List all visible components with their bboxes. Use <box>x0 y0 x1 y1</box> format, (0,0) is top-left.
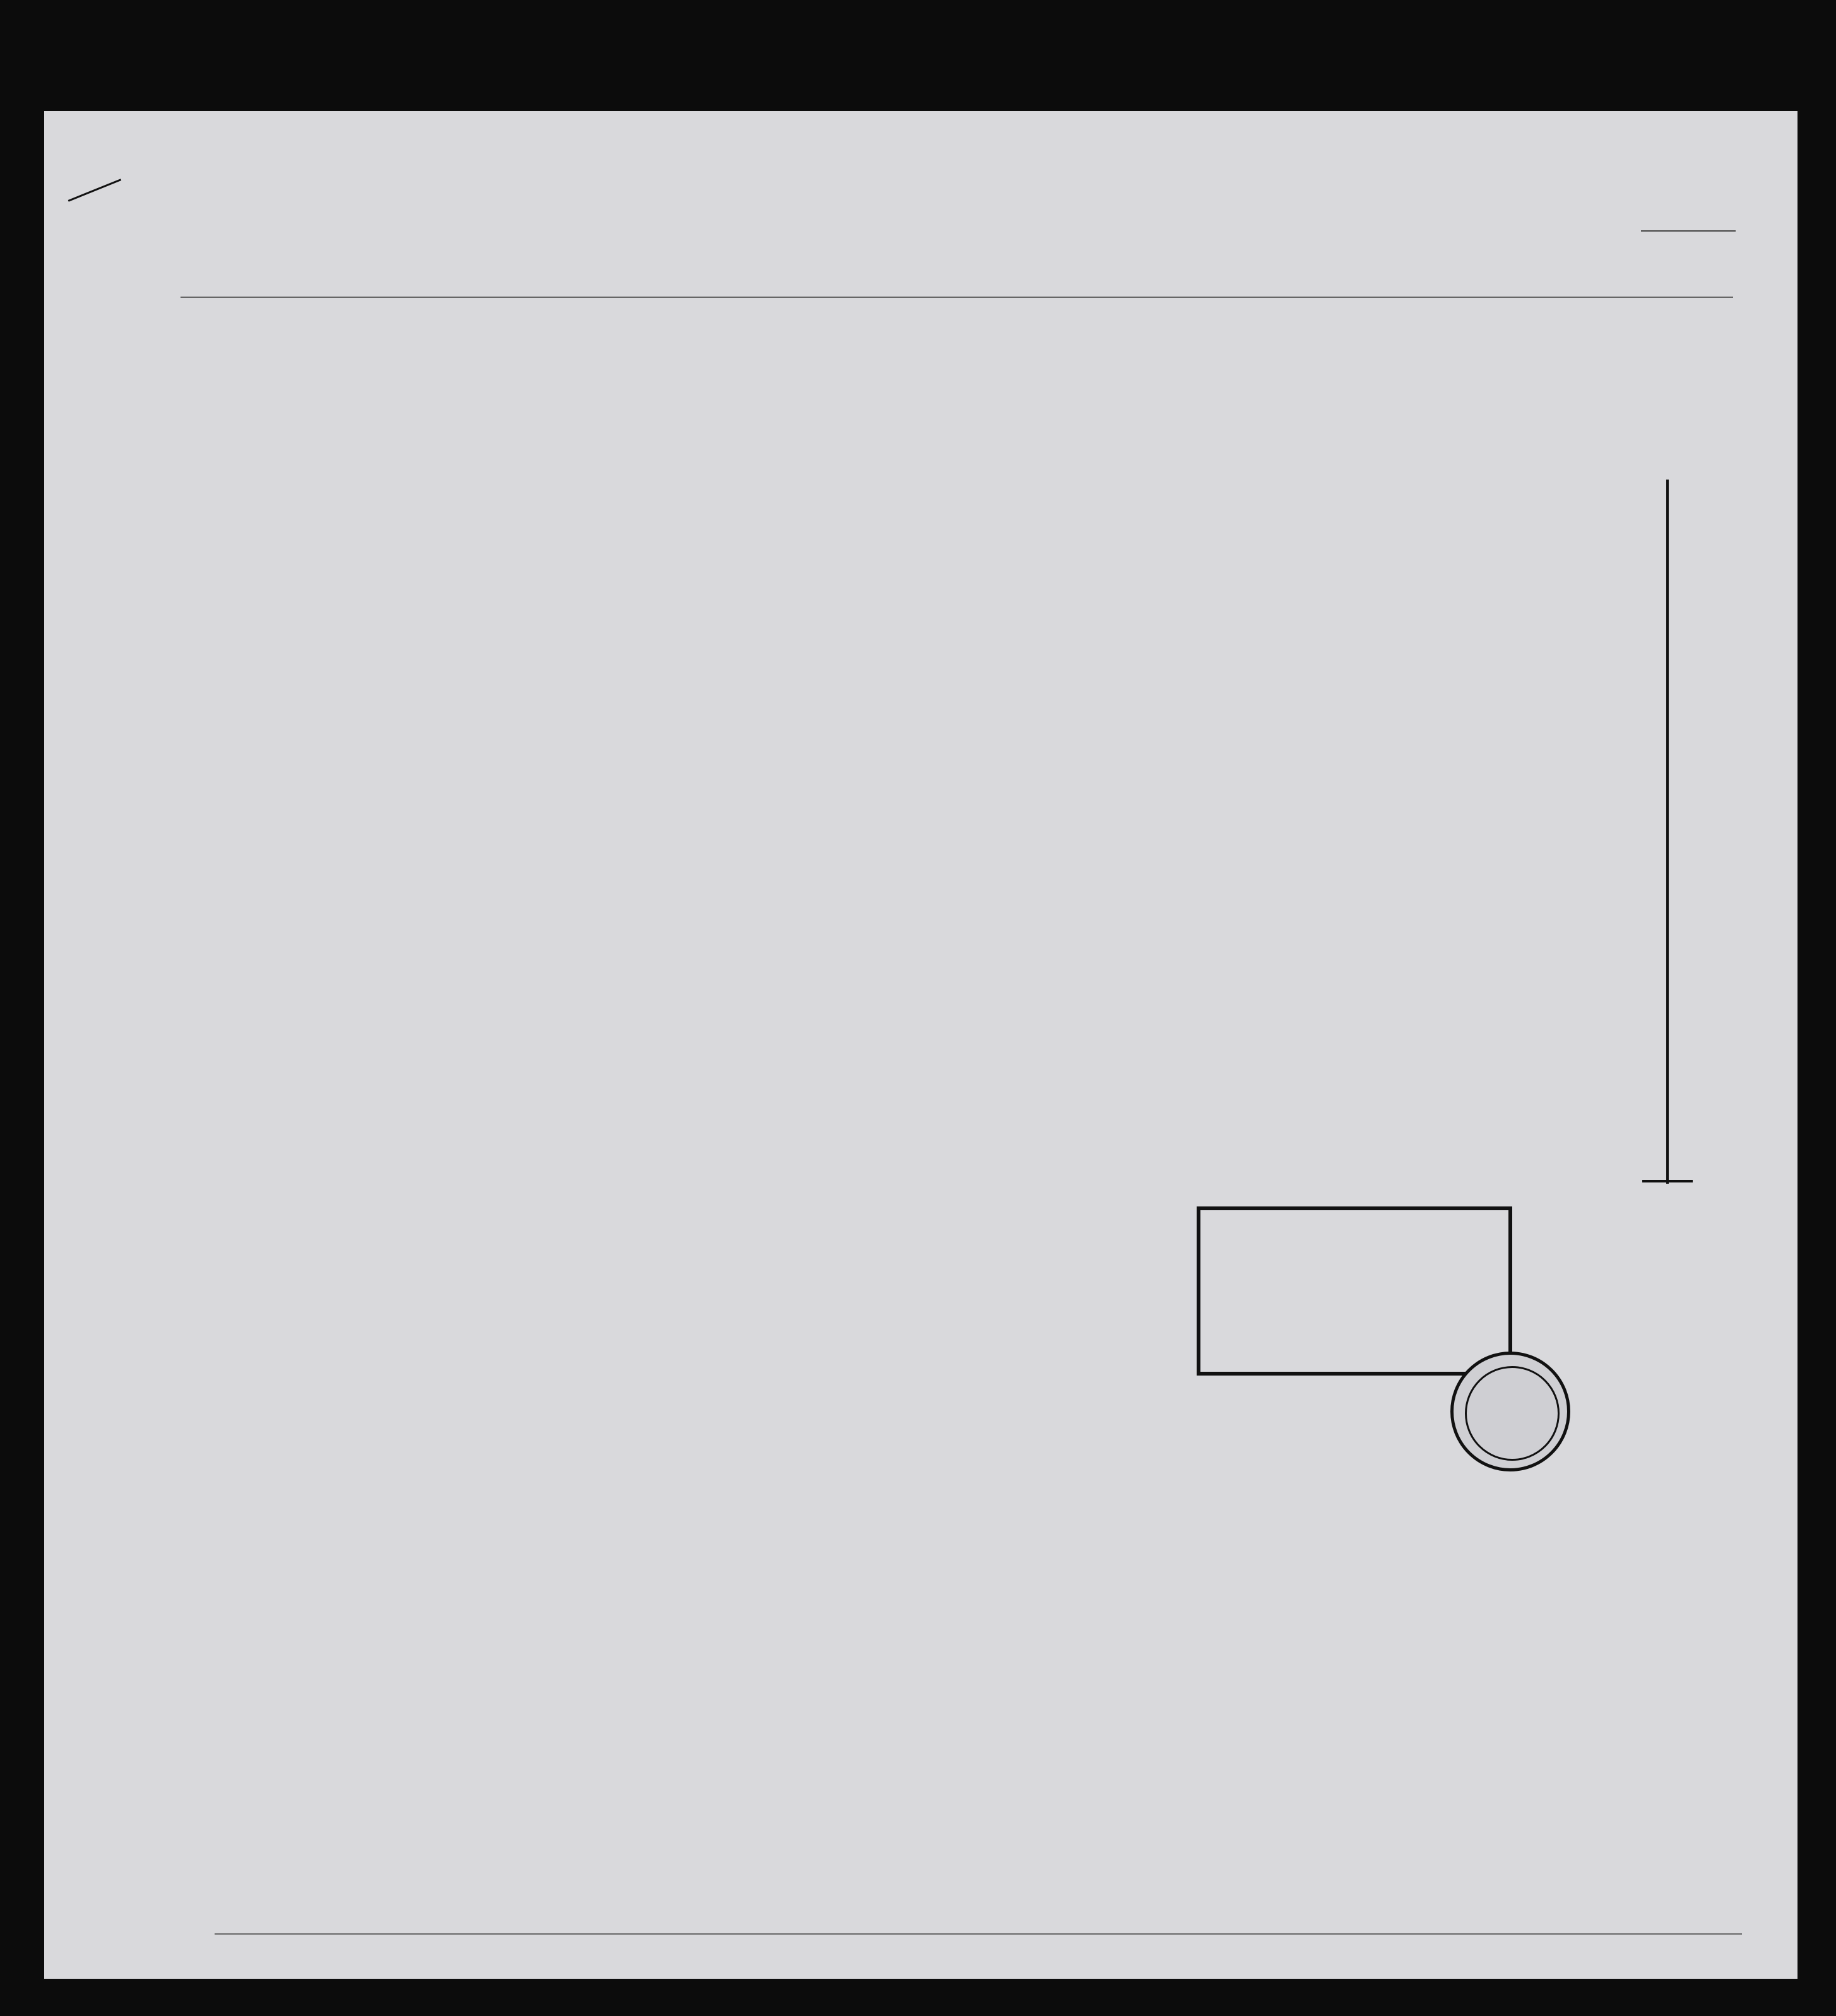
port-seal <box>1450 1352 1570 1471</box>
action-bracket-line <box>1666 480 1669 1184</box>
footer-underline <box>215 1933 1742 1935</box>
sheet-underline <box>1641 230 1736 232</box>
shipping-stamp <box>1197 1206 1512 1376</box>
manifest-sheet <box>44 111 1798 1979</box>
vessel-underline <box>181 297 1733 298</box>
action-bracket-end <box>1642 1180 1693 1182</box>
seal-inner-ring <box>1465 1366 1560 1461</box>
